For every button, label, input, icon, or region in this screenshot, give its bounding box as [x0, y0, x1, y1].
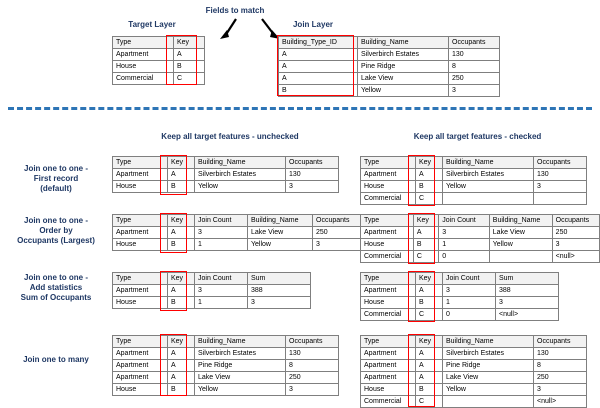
- th-join-count: Join Count: [443, 273, 496, 285]
- table-row: [113, 169, 339, 181]
- cell-id: A: [279, 49, 358, 61]
- row-label-line2: Order by: [39, 226, 73, 235]
- th-key: Key: [168, 273, 195, 285]
- cell-id: A: [279, 73, 358, 85]
- cell-occupants: 130: [534, 169, 587, 181]
- result-table: [112, 335, 339, 396]
- cell-name: Yellow: [195, 384, 286, 396]
- result-table: [112, 272, 311, 309]
- row-label-one-to-one-add-statistics: [2, 273, 110, 303]
- table-row: [113, 348, 339, 360]
- th-key: Key: [413, 215, 438, 227]
- table-row: [113, 239, 362, 251]
- th-join-count: Join Count: [439, 215, 490, 227]
- table-row: [361, 169, 587, 181]
- th-occupants: Occupants: [286, 336, 339, 348]
- th-type: Type: [113, 37, 174, 49]
- table-header-row: [361, 336, 587, 348]
- table-header-row: [361, 215, 600, 227]
- th-building-name: Building_Name: [443, 157, 534, 169]
- th-occupants: Occupants: [534, 336, 587, 348]
- table-header-row: [113, 273, 311, 285]
- join-table: [278, 36, 500, 97]
- cell-key: B: [168, 239, 195, 251]
- target-table: [112, 36, 205, 85]
- row-label-one-to-one-order-by: [2, 216, 110, 246]
- th-building-name: Building_Name: [358, 37, 449, 49]
- th-key: Key: [174, 37, 205, 49]
- th-building-type-id: Building_Type_ID: [279, 37, 358, 49]
- cell-name: Lake View: [358, 73, 449, 85]
- cell-occupants: 3: [286, 181, 339, 193]
- cell-type: Apartment: [113, 49, 174, 61]
- cell-occupants: 3: [534, 181, 587, 193]
- cell-name: Yellow: [443, 181, 534, 193]
- column-header-checked: [370, 132, 585, 142]
- cell-sum: 3: [248, 297, 311, 309]
- result-table-r2-checked: [360, 214, 600, 263]
- cell-occupants: <null>: [534, 396, 587, 408]
- cell-name: Yellow: [248, 239, 313, 251]
- row-label-line1: Join one to one -: [24, 273, 88, 282]
- cell-name: Pine Ridge: [195, 360, 286, 372]
- cell-name: Silverbirch Estates: [358, 49, 449, 61]
- cell-key: C: [416, 309, 443, 321]
- cell-join-count: 1: [443, 297, 496, 309]
- result-table: [360, 272, 559, 321]
- cell-join-count: 3: [195, 227, 248, 239]
- th-key: Key: [416, 336, 443, 348]
- cell-type: Apartment: [113, 285, 168, 297]
- cell-key: A: [168, 348, 195, 360]
- table-row: [361, 309, 559, 321]
- cell-name: Silverbirch Estates: [443, 348, 534, 360]
- cell-occupants: 250: [534, 372, 587, 384]
- table-row: [113, 297, 311, 309]
- row-label-line2: First record: [33, 174, 79, 183]
- cell-name: Silverbirch Estates: [443, 169, 534, 181]
- table-row: [279, 61, 500, 73]
- cell-occupants: 130: [286, 169, 339, 181]
- th-building-name: Building_Name: [195, 157, 286, 169]
- cell-type: Apartment: [361, 169, 416, 181]
- cell-key: C: [416, 396, 443, 408]
- cell-key: B: [174, 61, 205, 73]
- cell-type: House: [361, 297, 416, 309]
- cell-occupants: 250: [552, 227, 599, 239]
- cell-name: Lake View: [489, 227, 552, 239]
- cell-key: B: [168, 297, 195, 309]
- table-row: [279, 73, 500, 85]
- th-building-name: Building_Name: [195, 336, 286, 348]
- result-table: [360, 335, 587, 408]
- table-row: [361, 239, 600, 251]
- cell-id: B: [279, 85, 358, 97]
- table-header-row: [113, 215, 362, 227]
- cell-key: B: [416, 384, 443, 396]
- cell-key: A: [413, 227, 438, 239]
- th-occupants: Occupants: [552, 215, 599, 227]
- cell-key: C: [174, 73, 205, 85]
- table-header-row: [361, 157, 587, 169]
- cell-occupants: 3: [534, 384, 587, 396]
- table-row: [279, 85, 500, 97]
- table-row: [361, 181, 587, 193]
- cell-occupants: 8: [534, 360, 587, 372]
- result-table-r3-checked: [360, 272, 559, 321]
- cell-occupants: 250: [449, 73, 500, 85]
- cell-join-count: 1: [195, 239, 248, 251]
- cell-type: House: [113, 181, 168, 193]
- fields-to-match-text: Fields to match: [205, 6, 265, 15]
- th-building-name: Building_Name: [248, 215, 313, 227]
- th-sum: Sum: [496, 273, 559, 285]
- cell-join-count: 0: [439, 251, 490, 263]
- cell-key: A: [416, 169, 443, 181]
- result-table-r1-checked: [360, 156, 587, 205]
- target-layer-text: Target Layer: [128, 20, 176, 29]
- cell-sum: 388: [496, 285, 559, 297]
- table-row: [113, 227, 362, 239]
- cell-type: House: [113, 384, 168, 396]
- th-sum: Sum: [248, 273, 311, 285]
- cell-key: A: [416, 285, 443, 297]
- section-divider: [8, 107, 592, 110]
- cell-name: Lake View: [443, 372, 534, 384]
- cell-type: Apartment: [113, 360, 168, 372]
- row-label-line3: Occupants (Largest): [17, 236, 95, 245]
- cell-key: C: [413, 251, 438, 263]
- cell-type: House: [361, 239, 414, 251]
- cell-type: House: [361, 384, 416, 396]
- cell-occupants: 3: [552, 239, 599, 251]
- cell-occupants: [534, 193, 587, 205]
- cell-type: House: [113, 239, 168, 251]
- cell-name: Lake View: [248, 227, 313, 239]
- result-table-r3-unchecked: [112, 272, 311, 309]
- cell-occupants: 250: [313, 227, 362, 239]
- th-key: Key: [168, 336, 195, 348]
- cell-name: Yellow: [489, 239, 552, 251]
- cell-occupants: 8: [449, 61, 500, 73]
- table-row: [113, 49, 205, 61]
- cell-type: Commercial: [113, 73, 174, 85]
- cell-key: B: [416, 297, 443, 309]
- table-header-row: [113, 336, 339, 348]
- cell-key: A: [168, 227, 195, 239]
- table-row: [361, 360, 587, 372]
- cell-type: Apartment: [113, 227, 168, 239]
- th-building-name: Building_Name: [443, 336, 534, 348]
- table-row: [361, 227, 600, 239]
- column-header-unchecked-text: Keep all target features - unchecked: [161, 132, 299, 141]
- table-header-row: [361, 273, 559, 285]
- cell-name: Yellow: [358, 85, 449, 97]
- cell-key: B: [416, 181, 443, 193]
- row-label-line3: (default): [40, 184, 72, 193]
- cell-occupants: 3: [449, 85, 500, 97]
- row-label-one-to-one-first-record: [2, 164, 110, 194]
- cell-sum: 388: [248, 285, 311, 297]
- cell-type: Apartment: [113, 169, 168, 181]
- cell-occupants: 130: [534, 348, 587, 360]
- result-table: [112, 214, 362, 251]
- cell-occupants: 130: [286, 348, 339, 360]
- table-row: [113, 372, 339, 384]
- table-row: [361, 348, 587, 360]
- cell-key: A: [168, 372, 195, 384]
- cell-key: C: [416, 193, 443, 205]
- th-join-count: Join Count: [195, 215, 248, 227]
- target-layer-table: [112, 36, 205, 85]
- cell-occupants: 250: [286, 372, 339, 384]
- cell-key: A: [174, 49, 205, 61]
- th-key: Key: [168, 157, 195, 169]
- cell-id: A: [279, 61, 358, 73]
- th-occupants: Occupants: [286, 157, 339, 169]
- cell-type: Commercial: [361, 309, 416, 321]
- table-row: [279, 49, 500, 61]
- row-label-line1: Join one to one -: [24, 216, 88, 225]
- th-key: Key: [416, 273, 443, 285]
- result-table-r4-unchecked: [112, 335, 339, 396]
- result-table-r2-unchecked: [112, 214, 362, 251]
- th-key: Key: [168, 215, 195, 227]
- table-row: [113, 61, 205, 73]
- th-occupants: Occupants: [313, 215, 362, 227]
- cell-name: Silverbirch Estates: [195, 169, 286, 181]
- cell-key: B: [168, 181, 195, 193]
- cell-join-count: 1: [439, 239, 490, 251]
- cell-type: House: [113, 61, 174, 73]
- table-row: [361, 384, 587, 396]
- target-layer-label: [112, 20, 192, 30]
- join-layer-table: [278, 36, 500, 97]
- cell-sum: 3: [496, 297, 559, 309]
- th-occupants: Occupants: [449, 37, 500, 49]
- cell-type: Commercial: [361, 193, 416, 205]
- table-row: [113, 181, 339, 193]
- cell-type: Apartment: [361, 372, 416, 384]
- th-type: Type: [361, 336, 416, 348]
- cell-type: Commercial: [361, 396, 416, 408]
- cell-name: [443, 193, 534, 205]
- cell-type: Apartment: [361, 348, 416, 360]
- join-layer-text: Join Layer: [292, 20, 333, 29]
- cell-name: Silverbirch Estates: [195, 348, 286, 360]
- cell-occupants: 3: [313, 239, 362, 251]
- table-row: [113, 384, 339, 396]
- row-label-one-to-many: [2, 355, 110, 365]
- cell-type: House: [113, 297, 168, 309]
- cell-key: A: [168, 285, 195, 297]
- cell-name: [489, 251, 552, 263]
- table-row: [113, 285, 311, 297]
- column-header-checked-text: Keep all target features - checked: [413, 132, 542, 141]
- table-row: [113, 360, 339, 372]
- th-type: Type: [113, 273, 168, 285]
- cell-name: Pine Ridge: [443, 360, 534, 372]
- cell-type: Apartment: [361, 285, 416, 297]
- th-type: Type: [113, 157, 168, 169]
- result-table: [360, 156, 587, 205]
- cell-type: Commercial: [361, 251, 414, 263]
- table-row: [361, 193, 587, 205]
- result-table-r4-checked: [360, 335, 587, 408]
- cell-key: A: [416, 348, 443, 360]
- cell-type: House: [361, 181, 416, 193]
- cell-key: B: [413, 239, 438, 251]
- table-row: [361, 297, 559, 309]
- cell-type: Apartment: [113, 372, 168, 384]
- cell-key: A: [168, 360, 195, 372]
- row-label-line1: Join one to many: [23, 355, 89, 364]
- cell-join-count: 0: [443, 309, 496, 321]
- cell-occupants: 130: [449, 49, 500, 61]
- th-type: Type: [113, 215, 168, 227]
- cell-name: Lake View: [195, 372, 286, 384]
- arrow-to-target-key-icon: [210, 18, 240, 40]
- cell-type: Apartment: [361, 360, 416, 372]
- th-key: Key: [416, 157, 443, 169]
- table-row: [361, 372, 587, 384]
- row-label-line2: Add statistics: [29, 283, 83, 292]
- cell-occupants: 8: [286, 360, 339, 372]
- result-table-r1-unchecked: [112, 156, 339, 193]
- cell-join-count: 1: [195, 297, 248, 309]
- cell-key: A: [416, 372, 443, 384]
- table-header-row: [113, 157, 339, 169]
- cell-name: Yellow: [195, 181, 286, 193]
- cell-sum: <null>: [496, 309, 559, 321]
- cell-name: Yellow: [443, 384, 534, 396]
- table-row: [361, 285, 559, 297]
- row-label-line3: Sum of Occupants: [20, 293, 92, 302]
- fields-to-match-label: [195, 6, 275, 16]
- cell-key: A: [416, 360, 443, 372]
- cell-key: B: [168, 384, 195, 396]
- th-type: Type: [361, 273, 416, 285]
- cell-join-count: 3: [439, 227, 490, 239]
- table-header-row: [279, 37, 500, 49]
- th-building-name: Building_Name: [489, 215, 552, 227]
- column-header-unchecked: [120, 132, 340, 142]
- result-table: [360, 214, 600, 263]
- cell-occupants: <null>: [552, 251, 599, 263]
- th-type: Type: [361, 215, 414, 227]
- cell-occupants: 3: [286, 384, 339, 396]
- table-row: [113, 73, 205, 85]
- cell-key: A: [168, 169, 195, 181]
- table-header-row: [113, 37, 205, 49]
- result-table: [112, 156, 339, 193]
- cell-type: Apartment: [361, 227, 414, 239]
- th-type: Type: [361, 157, 416, 169]
- table-row: [361, 251, 600, 263]
- th-type: Type: [113, 336, 168, 348]
- row-label-line1: Join one to one -: [24, 164, 88, 173]
- cell-join-count: 3: [443, 285, 496, 297]
- cell-name: Pine Ridge: [358, 61, 449, 73]
- cell-type: Apartment: [113, 348, 168, 360]
- cell-join-count: 3: [195, 285, 248, 297]
- th-join-count: Join Count: [195, 273, 248, 285]
- th-occupants: Occupants: [534, 157, 587, 169]
